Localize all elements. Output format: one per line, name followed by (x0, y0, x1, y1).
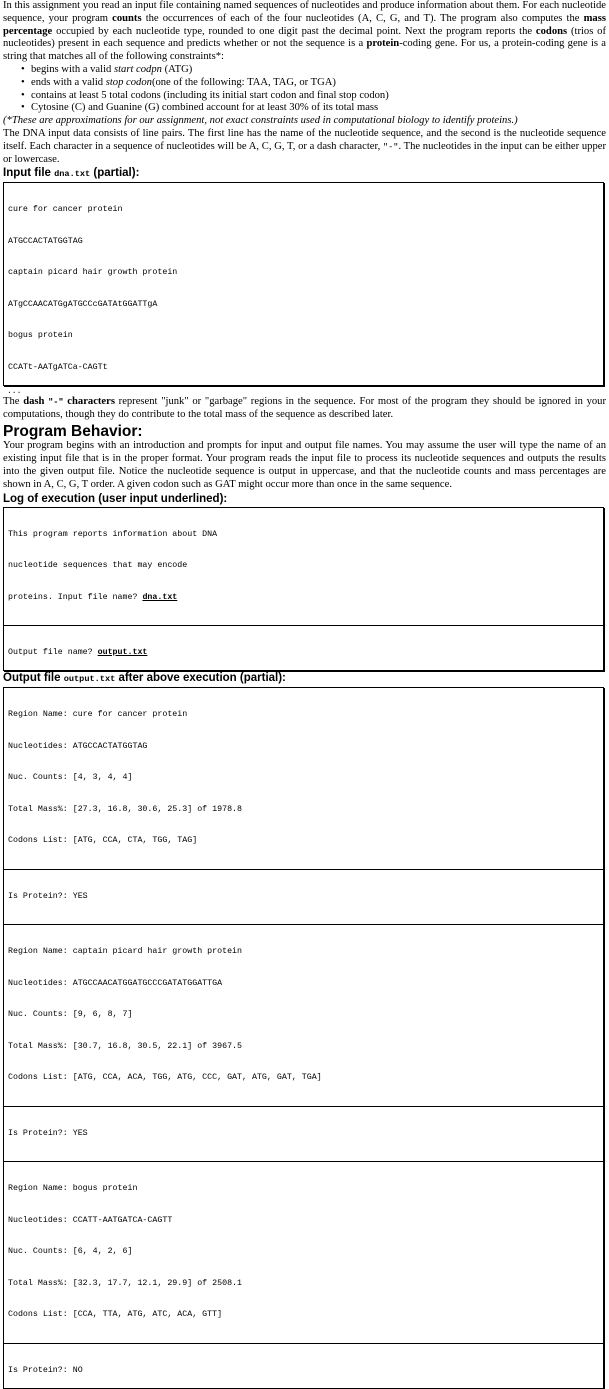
log-line: proteins. Input file name? dna.txt (8, 592, 178, 602)
output-file-heading: Output file output.txt after above execution (partial): (3, 672, 286, 685)
program-behavior-heading: Program Behavior: (3, 423, 143, 441)
term-counts: counts (112, 12, 142, 24)
input-line: bogus protein (8, 331, 73, 341)
output-line: Nucleotides: CCATT-AATGATCA-CAGTT (8, 1215, 173, 1225)
output-line: Region Name: captain picard hair growth protein (8, 947, 243, 957)
input-file-box (3, 182, 604, 386)
output-divider (4, 1106, 603, 1107)
input-line: ATGCCACTATGGTAG (8, 236, 83, 246)
dna-input-description: The DNA input data consists of line pairs. The first line has the name of the nucleotide sequence, and the second is the nucleotide sequence itself. Each character in a sequence of nucleotides will be A, C, G, T, or a dash character, "-". The nucleotides in the input can be either upper or lowercase. (3, 127, 606, 165)
log-line: nucleotide sequences that may encode (8, 561, 188, 571)
approximation-note: (*These are approximations for our assignment, not exact constraints used in computational biology to identify proteins.) (3, 115, 518, 127)
term-codons: codons (535, 25, 568, 37)
input-line: cure for cancer protein (8, 205, 123, 215)
output-line: Nuc. Counts: [4, 3, 4, 4] (8, 773, 133, 783)
output-line: Nucleotides: ATGCCACTATGGTAG (8, 741, 148, 751)
output-line: Nuc. Counts: [9, 6, 8, 7] (8, 1010, 133, 1020)
input-ellipsis: ... (7, 386, 22, 396)
constraint-item: • ends with a valid stop codon(one of the following: TAA, TAG, or TGA) (31, 77, 606, 90)
output-line: Total Mass%: [32.3, 17.7, 12.1, 29.9] of 2508.1 (8, 1278, 243, 1288)
input-line: CCATt-AATgATCa-CAGTt (8, 362, 108, 372)
term-mass-percentage: mass percentage (3, 12, 606, 37)
input-line: ATgCCAACATGgATGCCcGATAtGGATTgA (8, 299, 158, 309)
output-protein-line: Is Protein?: YES (8, 891, 88, 901)
output-file-box (3, 687, 604, 1389)
user-input-output-filename: output.txt (97, 648, 148, 658)
output-line: Total Mass%: [27.3, 16.8, 30.6, 25.3] of 1978.8 (8, 804, 243, 814)
output-protein-line: Is Protein?: NO (8, 1365, 83, 1375)
constraint-list (3, 64, 606, 115)
output-line: Codons List: [CCA, TTA, ATG, ATC, ACA, GTT] (8, 1310, 223, 1320)
log-heading: Log of execution (user input underlined): (3, 492, 228, 505)
constraint-item: • Cytosine (C) and Guanine (G) combined account for at least 30% of its total mass (31, 102, 606, 115)
log-line: This program reports information about DNA (8, 529, 218, 539)
output-divider (4, 924, 603, 925)
log-line: Output file name? output.txt (8, 648, 148, 658)
output-line: Total Mass%: [30.7, 16.8, 30.5, 22.1] of 3967.5 (8, 1041, 243, 1051)
input-line: captain picard hair growth protein (8, 268, 178, 278)
constraint-item: • begins with a valid start codpn (ATG) (31, 64, 606, 77)
output-line: Nucleotides: ATGCCAACATGGATGCCCGATATGGATTGA (8, 978, 223, 988)
constraint-item: • contains at least 5 total codons (including its initial start codon and final stop codon) (31, 90, 606, 103)
log-box (3, 507, 604, 672)
program-behavior-paragraph: Your program begins with an introduction and prompts for input and output file names. You may assume the user will type the name of an existing input file that is in the proper format. Your program reads the input file to process its nucleotide sequences and outputs the results into the given output file. Notice the nucleotide sequence is output in uppercase, and that the nucleotide counts and mass percentages are shown in A, C, G, T order. A given codon such as GAT might occur more than once in the same sequence. (3, 440, 606, 490)
output-line: Codons List: [ATG, CCA, CTA, TGG, TAG] (8, 836, 198, 846)
output-line: Region Name: bogus protein (8, 1184, 138, 1194)
output-protein-line: Is Protein?: YES (8, 1128, 88, 1138)
output-line: Nuc. Counts: [6, 4, 2, 6] (8, 1247, 133, 1257)
dash-paragraph: The dash "-" characters represent "junk" or "garbage" regions in the sequence. For most of the program they should be ignored in your computations, though they do contribute to the total mass of the sequence as described later. (3, 395, 607, 420)
output-line: Codons List: [ATG, CCA, ACA, TGG, ATG, CCC, GAT, ATG, GAT, TGA] (8, 1073, 322, 1083)
output-divider (4, 869, 603, 870)
output-divider (4, 1343, 603, 1344)
term-protein: protein (366, 38, 400, 50)
output-divider (4, 1161, 603, 1162)
intro-paragraph: In this assignment you read an input file containing named sequences of nucleotides and produce information about them. For each nucleotide sequence, your program counts the occurrences of each of the four nucleotides (A, C, G, and T). The program also computes the mass percentage occupied by each nucleotide type, rounded to one digit past the decimal point. Next the program reports the codons (trios of nucleotides) present in each sequence and predicts whether or not the sequence is a protein-coding gene. For us, a protein-coding gene is a string that matches all of the following constraints*: (3, 0, 606, 63)
user-input-filename: dna.txt (142, 592, 178, 602)
input-file-heading: Input file dna.txt (partial): (3, 167, 140, 180)
log-divider (4, 625, 603, 626)
output-line: Region Name: cure for cancer protein (8, 710, 188, 720)
